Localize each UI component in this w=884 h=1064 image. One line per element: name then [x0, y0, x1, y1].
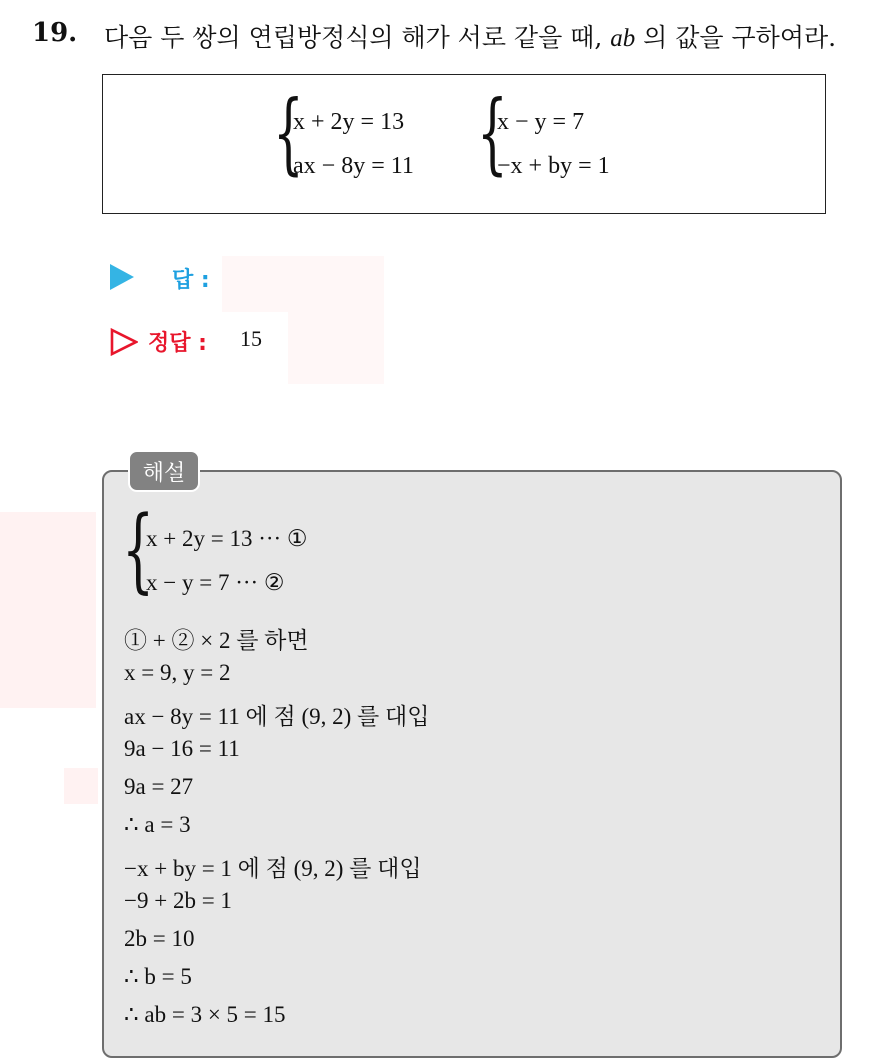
question-text-before: 다음 두 쌍의 연립방정식의 해가 서로 같을 때,	[104, 23, 611, 52]
explanation-brace-icon: {	[122, 496, 155, 603]
question-text-after: 의 값을 구하여라.	[635, 23, 837, 52]
question-text	[104, 18, 836, 54]
answer-blank[interactable]	[222, 256, 384, 312]
decoration-pink	[64, 768, 98, 804]
answer-label: 답 :	[172, 268, 210, 293]
answer-arrow-icon	[110, 264, 134, 290]
correct-answer-label: 정답 :	[148, 331, 207, 356]
explanation-line: 9a − 16 = 11	[124, 736, 240, 761]
explanation-tag: 해설	[128, 450, 200, 492]
system-left-eq1: x + 2y = 13	[293, 109, 405, 135]
explanation-line: ∴ b = 5	[124, 964, 192, 989]
answer-blank-extension	[288, 312, 384, 384]
right-brace-icon: {	[477, 81, 508, 184]
explanation-line: 2b = 10	[124, 926, 195, 951]
explanation-line: x = 9, y = 2	[124, 660, 231, 685]
explanation-box	[102, 470, 842, 1058]
explanation-system-eq1: x + 2y = 13 ··· ①	[146, 526, 308, 551]
explanation-system-eq2: x − y = 7 ··· ②	[146, 570, 285, 595]
correct-answer-value: 15	[240, 326, 262, 351]
explanation-line: ∴ ab = 3 × 5 = 15	[124, 1002, 286, 1027]
explanation-line: ax − 8y = 11 에 점 (9, 2) 를 대입	[124, 704, 430, 729]
explanation-line: 9a = 27	[124, 774, 194, 799]
system-box	[102, 74, 826, 214]
system-right-eq1: x − y = 7	[497, 109, 585, 135]
explanation-line: −9 + 2b = 1	[124, 888, 232, 913]
explanation-line: ∴ a = 3	[124, 812, 191, 837]
decoration-pink	[0, 512, 96, 708]
question-variable: ab	[610, 25, 636, 52]
left-brace-icon: {	[273, 81, 304, 184]
explanation-line: ① + ② × 2 를 하면	[124, 628, 309, 653]
explanation-line: −x + by = 1 에 점 (9, 2) 를 대입	[124, 856, 422, 881]
correct-arrow-icon	[110, 328, 138, 356]
question-number: 19.	[32, 18, 78, 48]
system-right-eq2: −x + by = 1	[497, 153, 610, 179]
system-left-eq2: ax − 8y = 11	[293, 153, 414, 179]
